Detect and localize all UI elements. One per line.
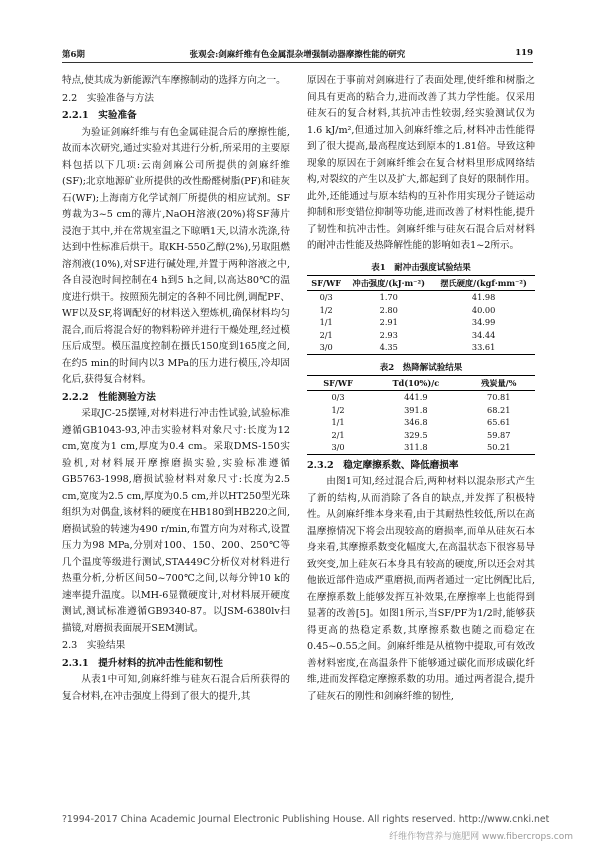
table-cell: 68.21 [487,404,511,415]
paragraph: 原因在于事前对剑麻进行了表面处理,使纤维和树脂之间具有更高的粘合力,进而改善了其力学性能。仅采用硅灰石的复合材料,其抗冲击性较弱,经实验测试仅为1.6 kJ/m²,但通过加入剑麻纤维之后,材料冲击性能得到了很大提高,最高程度达到原本的1.81倍。导致这种现象的原因在于剑麻纤维会在复合材料里形成网络结构,对裂纹的产生以及扩大,都起到了良好的限制作用。此外,还能通过与原本结构的互补作用实现分子链运动抑制和形变错位抑制等功能,进而改善了材料性能,提升了韧性和抗冲击性。剑麻纤维与硅灰石混合后对材料的耐冲击性能及热降解性能的影响如表1~2所示。 [307,75,535,251]
table-cell: 1/1 [319,317,333,327]
subsection-heading [62,390,290,407]
table-cell: 50.21 [463,441,535,454]
issue-number: 第6期 [62,50,85,60]
table-row [307,441,535,454]
table-2 [307,361,535,455]
table-cell: 2/1 [331,429,345,440]
table-cell: 0/3 [319,292,333,302]
column-header: 残炭量/% [463,375,535,391]
table-cell: 2/1 [319,329,333,340]
header-rule [62,62,533,63]
subsection-heading-text: 2.3.2 稳定摩擦系数、降低磨损率 [307,459,459,471]
table-cell: 2.80 [379,304,398,315]
subsection-heading-text: 2.3.1 提升材料的抗冲击性能和韧性 [62,657,224,669]
section-heading: 2.3 实验结果 [62,640,126,651]
table-row [307,391,535,404]
table-cell: 34.44 [471,329,496,340]
table-cell: 2.91 [379,317,398,327]
table-cell: 2.93 [379,329,398,340]
table-cell: 0/3 [331,392,345,402]
table-cell: 3/0 [307,341,345,354]
thermal-degradation-table [307,375,535,455]
table-cell: 41.98 [471,292,496,302]
table-cell: 441.9 [404,392,428,402]
table-cell: 34.99 [471,317,496,327]
watermark-text: 纤维作物营养与施肥网 www.fibercrops.com [389,832,573,842]
paragraph: 为验证剑麻纤维与有色金属硅混合后的摩擦性能,故而本次研究,通过实验对其进行分析,所采用的主要原料包括以下几项:云南剑麻公司所提供的剑麻纤维(SF);北京地源矿业所提供的改性酚醛树脂(PF)和硅灰石(WF);上海南方化学试剂厂所提供的相应试剂。SF剪裁为3~5 cm的薄片,NaOH溶液(20%)将SF薄片浸泡于其中,并在常规室温之下晾晒1天,以清水洗涤,待达到中性标准后烘干。取KH-550乙醇(2%),另取阻燃溶剂液(10%),对SF进行碱处理,并置于两种溶液之中,各自浸泡时间控制在4 h到5 h之间,以高达80℃的温度进行烘干。按照预先制定的各种不同比例,调配PF、WF以及SF,将调配好的材料送入塑炼机,确保材料均匀混合,而后将混合好的物料粉碎并进行干燥处理,经过模压后成型。模压温度控制在摄氏150度到165度之间,在约5 min的时间内以3 MPa的压力进行模压,冷却固化后,获得复合材料。 [62,126,290,385]
column-header: SF/WF [307,275,345,291]
table-cell: 1/2 [331,404,345,415]
table-cell: 4.35 [345,341,432,354]
paragraph: 采取JC-25摆锤,对材料进行冲击性试验,试验标准遵循GB1043-93,冲击实验材料对象尺寸:长度为12 cm,宽度为1 cm,厚度为0.4 cm。采取DMS-150实验机,对材料展开摩擦磨损实验,实验标准遵循GB5763-1998,磨损试验材料对象尺寸:长度为2.5 cm,宽度为2.5 cm,厚度为0.5 cm,并以HT250型光珠组织为对偶盘,该材料的硬度在HB180到HB220之间,磨损试验的转速为490 r/min,布置方向为对称式,设置压力为98 MPa,分别对100、150、200、250℃等几个温度等级进行测试,STA449C分析仪对材料进行热重分析,分析区间50~700℃之间,以每分钟10 k的速率提升温度。以MH-6显微硬度计,对材料展开硬度测试,测试标准遵循GB9340-87。以JSM-6380lv扫描镜,对磨损表面展开SEM测试。 [62,408,290,634]
table-row [307,404,535,417]
table-row [307,304,535,317]
table-row [307,416,535,429]
running-header [62,48,533,62]
table-cell: 65.61 [487,417,511,427]
copyright-footer: ?1994-2017 China Academic Journal Electronic Publishing House. All rights reserved. http://www.cnki.net [62,814,550,825]
right-column [307,73,535,705]
table-cell: 1/1 [331,417,345,427]
page-number: 119 [515,48,533,58]
table-row [307,329,535,342]
table-cell: 70.81 [487,392,511,402]
table-cell: 346.8 [404,417,428,427]
table-1 [307,261,535,355]
table-row [307,291,535,304]
left-column [62,73,290,705]
impact-strength-table [307,275,535,355]
table-cell: 59.87 [487,429,511,440]
table-caption: 表1 耐冲击强度试验结果 [371,262,471,273]
table-row [307,341,535,354]
table-cell: 40.00 [471,304,496,315]
column-header: SF/WF [307,375,369,391]
table-cell: 33.61 [432,341,535,354]
table-cell: 1/2 [319,304,333,315]
column-header: 摆氏硬度/(kgf·mm⁻²) [432,275,535,291]
table-row [307,316,535,329]
table-cell: 329.5 [404,429,428,440]
table-cell: 3/0 [307,441,369,454]
column-header: Td(10%)/c [369,375,462,391]
table-cell: 311.8 [369,441,462,454]
subsection-heading [307,458,535,475]
table-caption: 表2 热降解试验结果 [379,362,463,373]
table-row [307,429,535,442]
subsection-heading-text: 2.2.2 性能测验方法 [62,391,156,403]
running-title: 张观会:剑麻纤维有色金属混杂增强制动器摩擦性能的研究 [189,50,406,60]
subsection-heading [62,656,290,673]
subsection-heading [62,108,290,125]
table-cell: 391.8 [404,404,428,415]
section-heading: 2.2 实验准备与方法 [62,92,155,104]
subsection-heading-text: 2.2.1 实验准备 [62,110,137,121]
paragraph: 特点,使其成为新能源汽车摩擦制动的选择方向之一。 [62,75,286,86]
column-header: 冲击强度/(kJ·m⁻²) [345,275,432,291]
paragraph: 由图1可知,经过混合后,两种材料以混杂形式产生了新的结构,从而消除了各自的缺点,并发挥了积极特性。从剑麻纤维本身来看,由于其耐热性较低,所以在高温摩擦情况下将会出现较高的磨损率,而单从硅灰石本身来看,其摩擦系数变化幅度大,在高温状态下很容易导致突变,加上硅灰石本身具有较高的硬度,所以还会对其他嵌近部件造成严重磨损,而两者通过一定比例配比后,在摩擦系数上能够发挥互补效果,在摩擦率上也能得到显著的改善[5]。如图1所示,当SF/PF为1/2时,能够获得更高的热稳定系数,其摩擦系数也随之而稳定在0.45~0.55之间。剑麻纤维是从植物中提取,可有效改善材料密度,在高温条件下能够通过碳化而形成碳化纤维,进而发挥稳定摩擦系数的功用。通过两者混合,提升了硅灰石的刚性和剑麻纤维的韧性, [307,476,535,702]
table-cell: 1.70 [379,292,398,302]
paragraph: 从表1中可知,剑麻纤维与硅灰石混合后所获得的复合材料,在冲击强度上得到了很大的提升,其 [62,674,290,702]
